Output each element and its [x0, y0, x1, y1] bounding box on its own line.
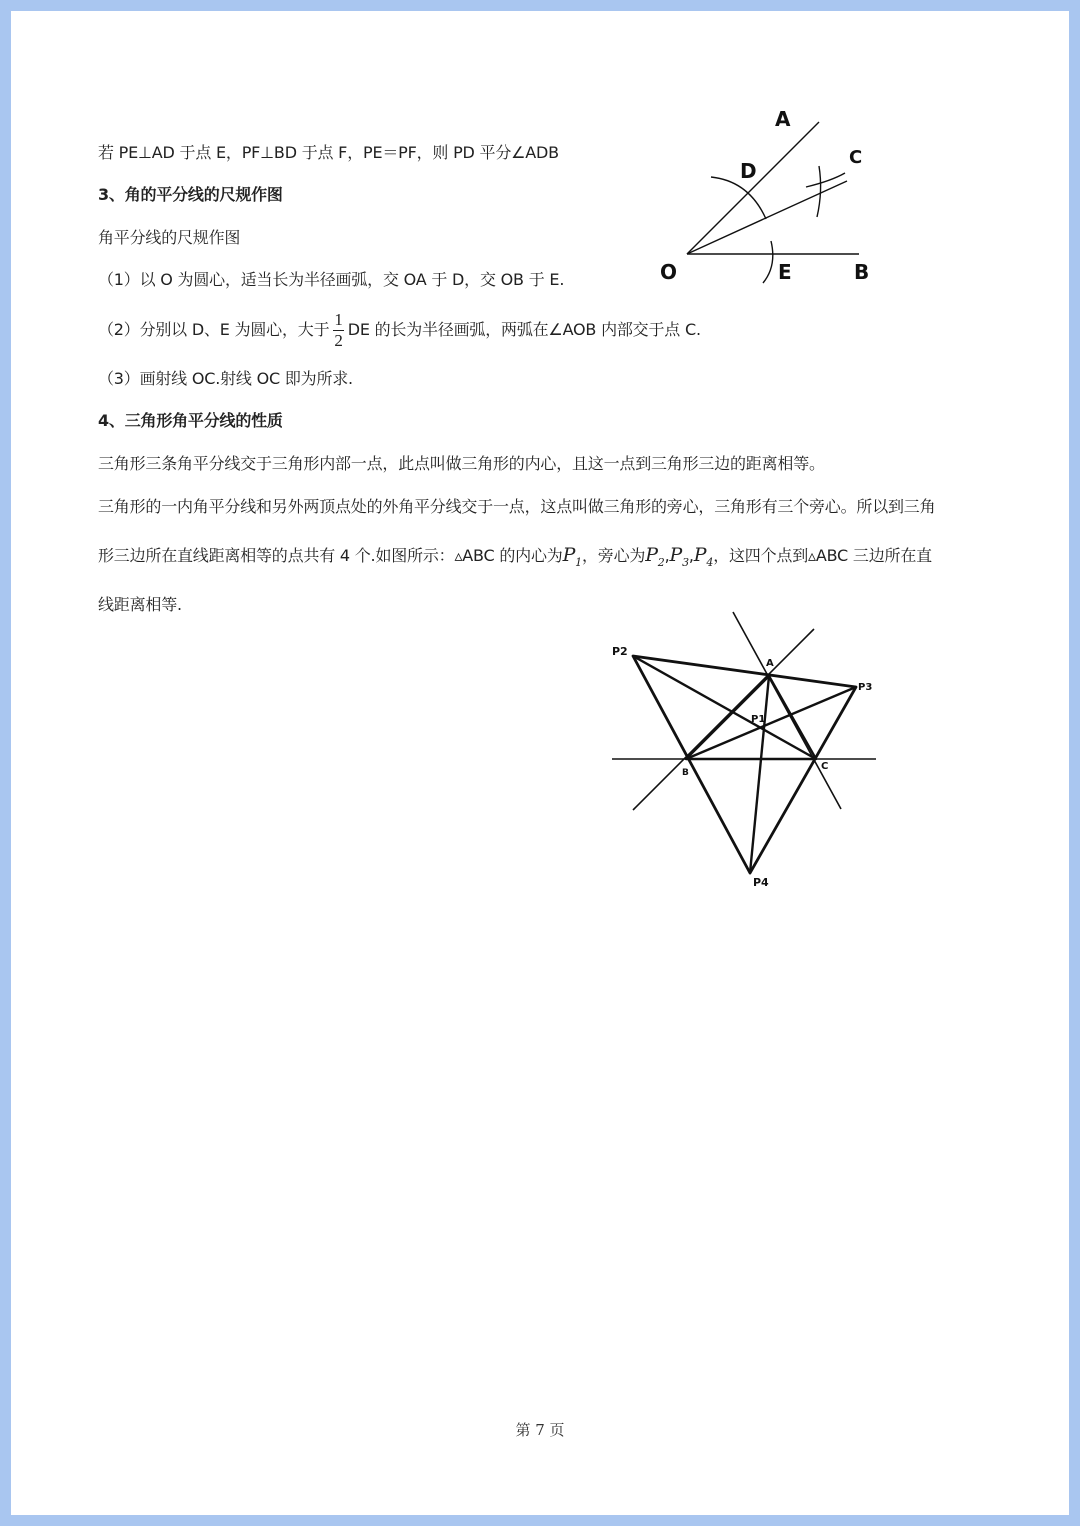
- step-2-after: DE 的长为半径画弧，两弧在∠AOB 内部交于点 C.: [347, 320, 701, 339]
- label-e: E: [778, 260, 792, 284]
- ray-oa: [687, 122, 819, 254]
- line2-text-c: ，这四个点到▵ABC 三边所在直: [713, 546, 932, 565]
- label-a2: A: [766, 658, 774, 669]
- label-a: A: [775, 107, 791, 131]
- bisector-p3-b: [686, 687, 856, 759]
- page-number: 第 7 页: [515, 1421, 565, 1439]
- p3-symbol: $P_3$: [669, 544, 689, 569]
- label-p4: P4: [753, 876, 769, 889]
- label-p2: P2: [612, 645, 628, 658]
- arc-e: [763, 241, 773, 283]
- document-page: [11, 11, 1069, 1515]
- section-3-subheading: 角平分线的尺规作图: [98, 228, 241, 247]
- label-c2: C: [821, 761, 829, 772]
- arc-c-2: [817, 166, 821, 217]
- step-3: （3）画射线 OC.射线 OC 即为所求.: [98, 369, 353, 388]
- incenter-paragraph: 三角形三条角平分线交于三角形内部一点，此点叫做三角形的内心，且这一点到三角形三边的距离相等。: [98, 454, 825, 473]
- ray-oc: [687, 181, 847, 254]
- label-b2: B: [682, 768, 689, 778]
- label-p3: P3: [858, 682, 873, 693]
- incenter-excenter-figure: [612, 612, 876, 889]
- fraction-numerator: 1: [334, 310, 343, 329]
- label-o: O: [660, 260, 678, 284]
- label-p1: P1: [751, 714, 766, 725]
- p1-symbol: $P_1$: [562, 544, 582, 569]
- excenter-paragraph-line-2: 形三边所在直线距离相等的点共有 4 个.如图所示：▵ABC 的内心为$P_1$，旁心为$P_2,P_3,P_4$，这四个点到▵ABC 三边所在直: [98, 544, 932, 569]
- section-4-heading: 4、三角形角平分线的性质: [98, 411, 283, 430]
- p4-symbol: $P_4$: [693, 544, 714, 569]
- step-1: （1）以 O 为圆心，适当长为半径画弧，交 OA 于 D，交 OB 于 E.: [98, 270, 565, 289]
- fraction-denominator: 2: [334, 331, 343, 350]
- line-ab-ext: [633, 629, 814, 810]
- section-3-heading: 3、角的平分线的尺规作图: [98, 185, 283, 204]
- label-d: D: [740, 159, 757, 183]
- step-2-before: （2）分别以 D、E 为圆心，大于: [98, 320, 330, 339]
- line2-text-a: 形三边所在直线距离相等的点共有 4 个.如图所示：▵ABC 的内心为: [98, 546, 563, 565]
- property-line: 若 PE⊥AD 于点 E，PF⊥BD 于点 F，PE＝PF，则 PD 平分∠ADB: [98, 143, 559, 162]
- label-b: B: [854, 260, 870, 284]
- excenter-paragraph-line-3: 线距离相等.: [98, 595, 182, 614]
- angle-bisector-figure: [660, 107, 869, 284]
- label-c: C: [849, 147, 863, 168]
- excenter-paragraph-line-1: 三角形的一内角平分线和另外两顶点处的外角平分线交于一点，这点叫做三角形的旁心，三角形有三个旁心。所以到三角: [98, 497, 936, 516]
- line2-text-b: ，旁心为: [581, 546, 646, 565]
- p2-symbol: $P_2$: [645, 544, 665, 569]
- line-ac-ext: [733, 612, 841, 809]
- figures-layer: [11, 11, 1069, 1515]
